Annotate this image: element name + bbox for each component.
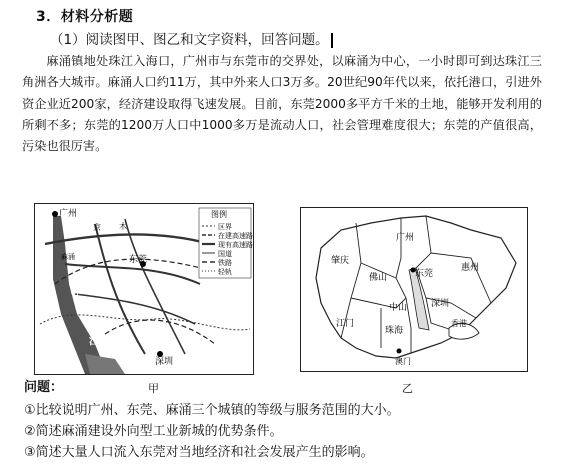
map-b-label-foshan: 佛山 [369,273,388,283]
map-a-label-zhu: 珠 [71,286,81,297]
map-figure-a [34,203,254,375]
highway-line [95,224,148,354]
material-passage [22,51,542,157]
legend-item: 轻轨 [218,268,232,276]
map-a-label-jing: 京 [93,223,101,232]
instruction-line [50,28,333,48]
map-b-label-jiangmen: 江门 [336,319,355,329]
legend-item: 区界 [218,223,232,231]
map-b-svg [301,208,527,371]
map-b-label-aomen: 澳门 [395,357,411,366]
map-b-label-dongguan: 东莞 [415,269,434,279]
map-a-label-shenzhen: 深圳 [155,357,174,367]
map-b-label-zhongshan: 中山 [389,303,408,313]
map-b-label-shenzhen: 深圳 [431,299,450,309]
estuary-area [85,354,125,374]
legend-item: 国道 [218,250,232,258]
legend-item: 现有高速路 [218,241,253,249]
figure-a-caption: 甲 [148,382,159,395]
map-b-label-xianggang: 香港 [451,319,467,328]
legend-item: 铁路 [218,259,232,267]
map-b-label-huizhou: 惠州 [461,263,480,273]
city-marker [52,211,58,217]
question-item-2: ②简述麻涌建设外向型工业新城的优势条件。 [24,424,283,439]
questions-heading: 问题： [24,380,64,395]
question-item-1: ①比较说明广州、东莞、麻涌三个城镇的等级与服务范围的大小。 [24,403,400,418]
map-b-label-zhuhai: 珠海 [385,326,404,336]
passage-paragraph: 麻涌镇地处珠江入海口，广州市与东莞市的交界处，以麻涌为中心，一小时即可到达珠江三角洲各大城市。麻涌人口约11万，其中外来人口3万多。20世纪90年代以来，依托港口，引进外资企业近200家，经济建设取得飞速发展。目前，东莞2000多平方千米的土地，能够开发利用的所剩不多；东莞的1200万人口中1000多万是流动人口，社会管理难度很大；东莞的产值很高，污染也很厉害。 [22,54,542,154]
map-a-label-dongguan: 东莞 [129,255,148,265]
map-a-label-mayong: 麻涌 [61,253,75,261]
map-a-label-mu: 木 [119,222,127,231]
question-item-3: ③简述大量人口流入东莞对当地经济和社会发展产生的影响。 [24,445,374,460]
instruction-text: （1）阅读图甲、图乙和文字资料，回答问题。 [50,32,329,48]
map-b-label-guangzhou: 广州 [396,233,415,243]
map-a-label-guangzhou: 广州 [59,209,78,219]
city-marker [397,349,402,354]
highway-line [45,235,210,244]
legend-item: 在建高速路 [218,232,253,240]
section-title: 3．材料分析题 [36,9,134,25]
map-b-label-zhaoqing: 肇庆 [331,256,350,266]
map-figure-b [300,207,528,372]
figure-b-caption: 乙 [402,382,413,395]
text-cursor [331,33,333,48]
map-a-label-jiang: 江 [89,334,100,347]
map-a-svg [35,204,253,374]
legend-title: 图例 [211,210,227,219]
map-a-legend [199,208,253,278]
